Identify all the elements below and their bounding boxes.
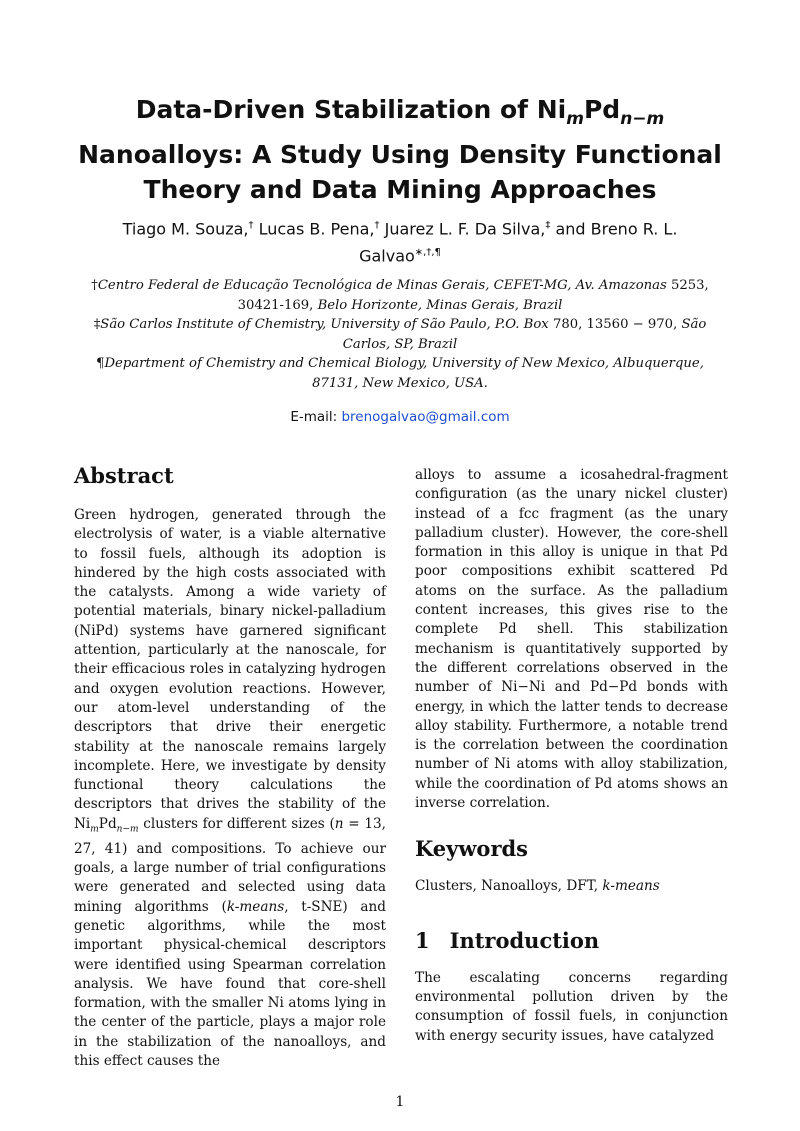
abstract-heading: Abstract xyxy=(74,463,174,488)
keywords-heading: Keywords xyxy=(415,836,529,862)
author-pena: Lucas B. Pena, xyxy=(258,219,375,239)
affiliation-unm: ¶Department of Chemistry and Chemical Biology, University of New Mexico, Albuquerque, 87131, New Mexico, USA. xyxy=(96,356,704,391)
introduction-heading xyxy=(415,927,728,955)
introduction-paragraph: The escalating concerns regarding environmental pollution driven by the consumption of fossil fuels, in conjunction with energy security issues, have catalyzed xyxy=(415,969,728,1044)
keywords-list: Clusters, Nanoalloys, DFT, k-means xyxy=(415,878,660,895)
affiliation-usp: ‡São Carlos Institute of Chemistry, University of São Paulo, P.O. Box 780, 13560 − 970, São Carlos, SP, Brazil xyxy=(93,317,707,352)
author-souza: Tiago M. Souza, xyxy=(122,219,249,239)
abstract-paragraph: Green hydrogen, generated through the electrolysis of water, is a viable alternative to fossil fuels, although its adoption is hindered by the high costs associated with the catalysts. Among a wide variety of potential materials, binary nickel-palladium (NiPd) systems have garnered significant attention, particularly at the nanoscale, for their efficacious roles in catalyzing hydrogen and oxygen evolution reactions. However, our atom-level understanding of the descriptors that drive their energetic stability at the nanoscale remains largely incomplete. Here, we investigate by density functional theory calculations the descriptors that drives the stability of the $Ni_mPd_{n-m}$ clusters for different sizes (n = 13, 27, 41) and compositions. To achieve our goals, a large number of trial configurations were generated and selected using data mining algorithms (k-means, t-SNE) and genetic algorithms, while the most important physical-chemical descriptors were identified using Spearman correlation analysis. We have found that core-shell formation, with the smaller Ni atoms lying in the center of the particle, plays a major role in the stabilization of the nanoalloys, and this effect causes the xyxy=(74,507,386,1070)
section-number: 1 xyxy=(415,927,430,953)
title-line-2: Nanoalloys: A Study Using Density Functional xyxy=(78,140,722,169)
page-number: 1 xyxy=(395,1094,405,1110)
left-column xyxy=(74,462,386,1071)
email-link[interactable]: brenogalvao@gmail.com xyxy=(341,409,510,425)
paper-title xyxy=(70,92,730,207)
contact-email xyxy=(80,409,720,425)
affiliation-cefet: †Centro Federal de Educação Tecnológica de Minas Gerais, CEFET-MG, Av. Amazonas 5253, 30421-169, Belo Horizonte, Minas Gerais, Brazil xyxy=(91,278,709,313)
title-line-1: Data-Driven Stabilization of $Ni_mPd_{n-m}$ xyxy=(135,95,665,129)
author-list: Tiago M. Souza,† Lucas B. Pena,† Juarez L. F. Da Silva,‡ and Breno R. L. Galvao∗,†,¶ xyxy=(122,219,678,266)
abstract-continued: alloys to assume a icosahedral-fragment configuration (as the unary nickel cluster) instead of a fcc fragment (as the unary palladium cluster). However, the core-shell formation in this alloy is unique in that Pd poor compositions exhibit scattered Pd atoms on the surface. As the palladium content increases, this gives rise to the complete Pd shell. This stabilization mechanism is quantitatively supported by the different correlations observed in the number of Ni−Ni and Pd−Pd bonds with energy, in which the latter tends to decrease alloy stability. Furthermore, a notable trend is the correlation between the coordination number of Ni atoms with alloy stabilization, while the coordination of Pd atoms shows an inverse correlation. xyxy=(415,467,728,812)
affiliations xyxy=(80,276,720,393)
email-label: E-mail: xyxy=(290,409,338,425)
title-line-3: Theory and Data Mining Approaches xyxy=(143,175,657,204)
author-dasilva: Juarez L. F. Da Silva, xyxy=(384,219,546,239)
right-column xyxy=(415,466,728,1046)
section-title: Introduction xyxy=(449,927,600,953)
author-galvao: and Breno R. L. Galvao xyxy=(359,219,678,266)
